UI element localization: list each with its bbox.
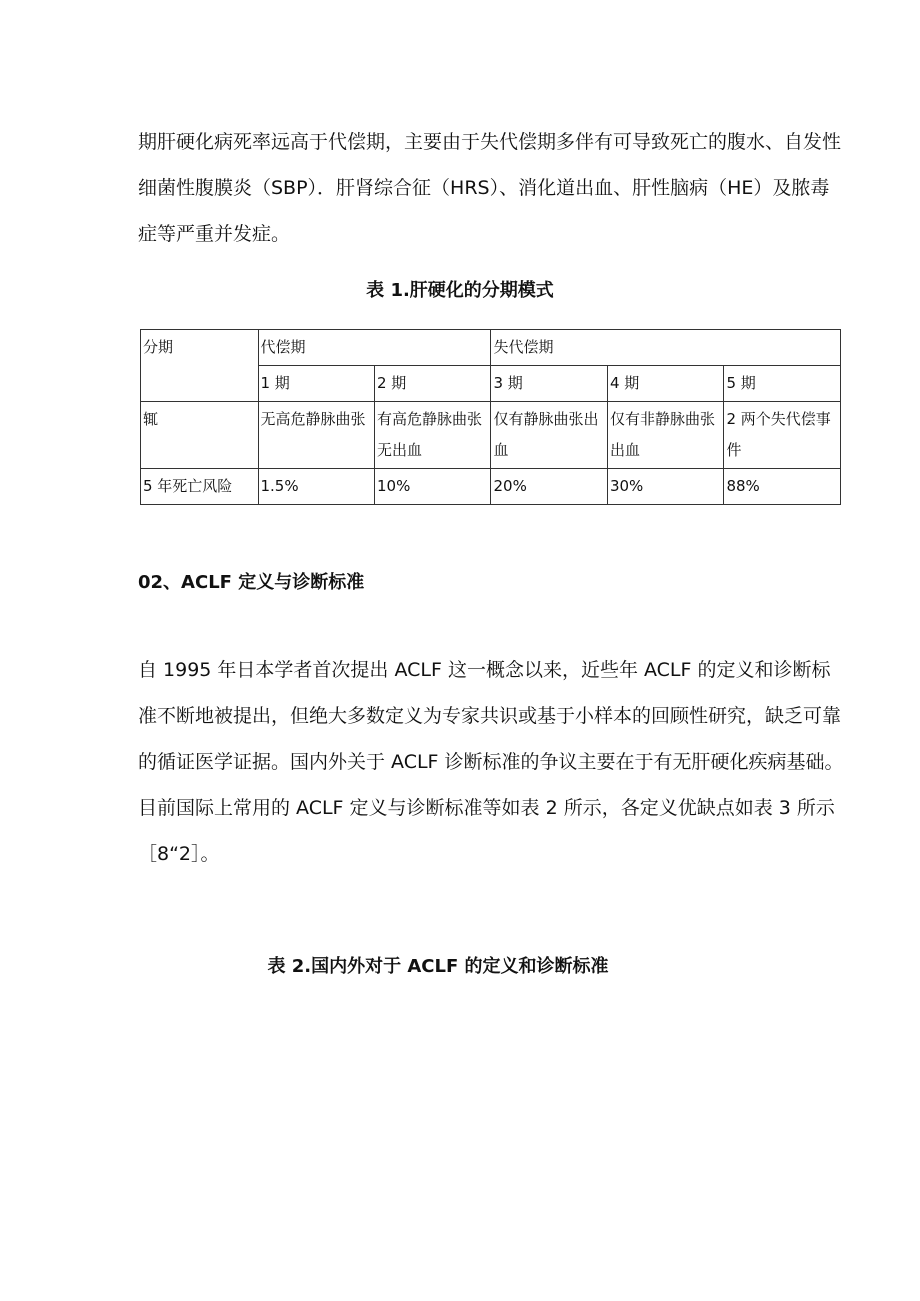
feature-cell: 仅有非静脉曲张出血 [607,402,723,469]
body-paragraph: 自 1995 年日本学者首次提出 ACLF 这一概念以来，近些年 ACLF 的定义和诊断标准不断地被提出，但绝大多数定义为专家共识或基于小样本的回顾性研究，缺乏可靠的循证医学证据。国内外关于 ACLF 诊断标准的争议主要在于有无肝硬化疾病基础。目前国际上常用的 ACLF 定义与诊断标准等如表 2 所示，各定义优缺点如表 3 所示［8“2］。 [138,659,844,865]
table-row [141,402,841,469]
stage-number-cell: 1 期 [258,366,374,402]
mortality-cell: 88% [724,469,841,505]
mortality-cell: 1.5% [258,469,374,505]
compensated-header-cell: 代偿期 [258,330,491,366]
mortality-label-cell: 5 年死亡风险 [141,469,259,505]
mortality-cell: 20% [491,469,607,505]
cirrhosis-stage-table [140,329,841,505]
intro-paragraph: 期肝硬化病死率远高于代偿期，主要由于失代偿期多伴有可导致死亡的腹水、自发性细菌性腹膜炎（SBP）．肝肾综合征（HRS）、消化道出血、肝性脑病（HE）及脓毒症等严重并发症。 [138,131,842,245]
stage-header-cell: 分期 [141,330,259,402]
table2-caption: 表 2.国内外对于 ACLF 的定义和诊断标准 [267,956,609,977]
feature-cell: 2 两个失代偿事件 [724,402,841,469]
table-row [141,469,841,505]
section-heading: 02、ACLF 定义与诊断标准 [138,572,365,593]
stage-number-cell: 5 期 [724,366,841,402]
feature-cell: 仅有静脉曲张出血 [491,402,607,469]
stage-number-cell: 3 期 [491,366,607,402]
decompensated-header-cell: 失代偿期 [491,330,841,366]
feature-cell: 无高危静脉曲张 [258,402,374,469]
stage-number-cell: 4 期 [607,366,723,402]
table1-caption: 表 1.肝硬化的分期模式 [366,280,554,301]
stage-number-cell: 2 期 [374,366,491,402]
mortality-cell: 30% [607,469,723,505]
mortality-cell: 10% [374,469,491,505]
feature-cell: 有高危静脉曲张无出血 [374,402,491,469]
feature-label-cell: 辄 [141,402,259,469]
table-row [141,330,841,366]
